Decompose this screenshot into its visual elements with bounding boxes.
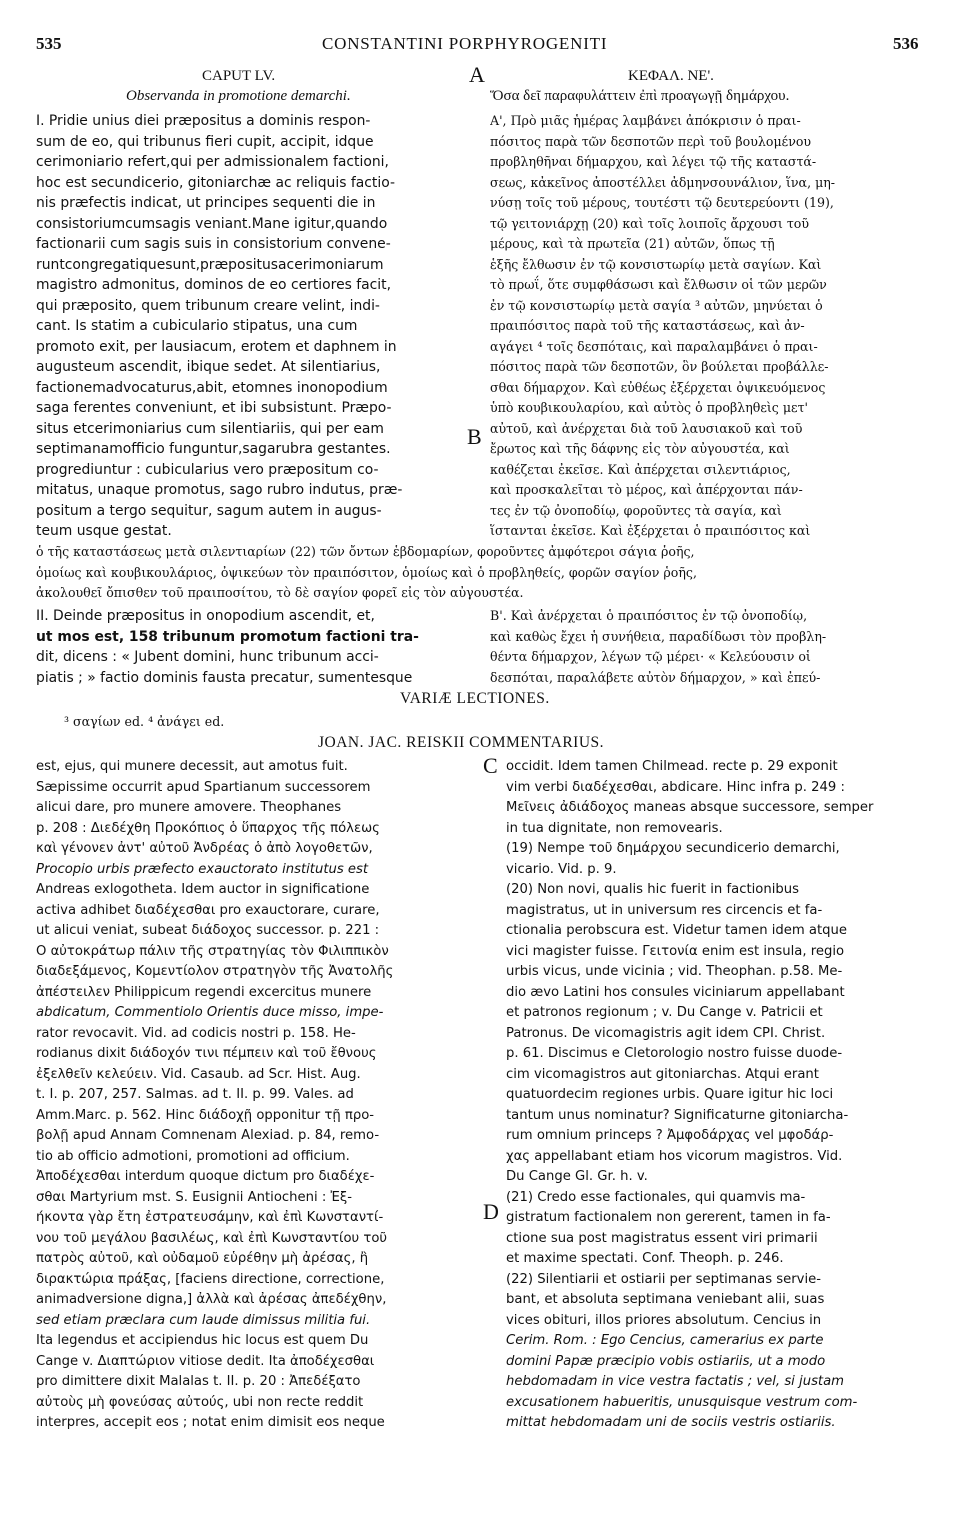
latin-line: cant. Is statim a cubiculario stipatus, una cum — [36, 318, 358, 334]
commentary-line: Cerim. Rom. : Ego Cencius, camerarius ex parte — [506, 1333, 824, 1348]
greek-line: αγάγει ⁴ τοῖς δεσπόταις, καὶ παραλαμβάνει ὁ πραι- — [490, 338, 818, 354]
greek-line: θέντα δήμαρχον, λέγων τῷ μέρει· « Κελεύουσιν οἱ — [490, 649, 811, 664]
variae-lectiones-text: ³ σαγίων ed. ⁴ ἀνάγει ed. — [64, 714, 225, 729]
latin-chapter-heading: CAPUT LV. — [202, 68, 276, 84]
commentary-line: βολῇ apud Annam Comnenam Alexiad. p. 84, remo- — [36, 1128, 380, 1143]
latin-line: ut mos est, 158 tribunum promotum factioni tra- — [36, 628, 419, 645]
commentary-line: rodianus dixit διάδοχόν τινι πέμπειν καὶ τοῦ ἔθνους — [36, 1046, 377, 1061]
commentary-line: abdicatum, Commentiolo Orientis duce misso, impe- — [36, 1005, 384, 1020]
greek-line: μέρους, καὶ τὰ πρωτεῖα (21) αὐτῶν, ὅπως τῇ — [490, 236, 775, 251]
commentary-line: cim vicomagistros aut gitoniarchas. Atqui erant — [506, 1066, 819, 1082]
latin-line: saga ferentes conveniunt, et ibi subsistunt. Præpo- — [36, 400, 392, 416]
commentary-line: p. 61. Discimus e Cletorologio nostro fuisse duode- — [506, 1046, 843, 1061]
commentary-line: mittat hebdomadam uni de sociis vestris ostiariis. — [506, 1415, 836, 1430]
commentary-line: activa adhibet διαδέχεσθαι pro exauctorare, curare, — [36, 902, 380, 918]
marker-a: A — [469, 62, 485, 87]
latin-line: positum a tergo sequitur, sagum autem in augus- — [36, 502, 382, 519]
commentary-line: Andreas exlogotheta. Idem auctor in significatione — [36, 882, 370, 897]
greek-line: πόσιτος παρὰ τῶν δεσποτῶν, ὃν βούλεται προβάλλε- — [490, 359, 829, 374]
commentary-line: magistratus, ut in universum res circencis et fa- — [506, 902, 823, 918]
latin-line: qui præposito, quem tribunum creare velint, indi- — [36, 297, 380, 314]
commentary-line: hebdomadam in vice vestra factatis ; vel, si justam — [506, 1374, 845, 1389]
greek-line: τες ἐν τῷ ὀνοποδίῳ, φοροῦντες τὰ σαγία, καὶ — [490, 502, 782, 518]
latin-line: situs etcerimoniarius cum silentiariis, qui per eam — [36, 420, 384, 437]
commentary-line: (22) Silentiarii et ostiarii per septimanas servie- — [506, 1271, 822, 1287]
commentary-line: interpres, accepit eos ; notat enim dimisit eos neque — [36, 1415, 385, 1430]
commentary-line: pro dimittere dixit Malalas t. II. p. 20 : Ἀπεδέξατο — [36, 1374, 361, 1389]
commentary-heading: JOAN. JAC. REISKII COMMENTARIUS. — [318, 734, 605, 751]
greek-line: τὸ πρωΐ, ὅτε συμφθάσωσι καὶ ἔλθωσιν οἱ τῶν μερῶν — [490, 277, 827, 292]
commentary-line: vim verbi διαδέχεσθαι, abdicare. Hinc infra p. 249 : — [506, 779, 845, 795]
greek-line: καθέζεται ἐκεῖσε. Καὶ ἀπέρχεται σιλεντιάριος, — [490, 461, 791, 477]
greek-line: προβληθῆναι δήμαρχου, καὶ λέγει τῷ τῆς καταστά- — [490, 154, 817, 169]
latin-line: teum usque gestat. — [36, 523, 172, 539]
greek-chapter-subtitle: Ὅσα δεῖ παραφυλάττειν ἐπὶ προαγωγῇ δημάρχου. — [490, 88, 790, 104]
commentary-line: αὐτοὺς μὴ φονεύσας αὐτούς, ubi non recte reddit — [36, 1394, 364, 1410]
latin-line: runtcongregatiquesunt,præpositusacerimoniarum — [36, 256, 384, 273]
greek-line: αὐτοῦ, καὶ ἀνέρχεται διὰ τοῦ λαυσιακοῦ καὶ τοῦ — [490, 420, 803, 436]
commentary-right-column — [506, 757, 934, 1434]
commentary-line: dio ævo Latini hos consules viciniarum appellabant — [506, 984, 845, 1000]
commentary-line: vices obituri, illos priores absolutum. Cencius in — [506, 1312, 822, 1328]
commentary-line: rator revocavit. Vid. ad codicis nostri p. 158. He- — [36, 1025, 356, 1041]
commentary-line: χας appellabant etiam hos vicorum magistros. Vid. — [506, 1148, 843, 1164]
marker-b: B — [467, 424, 482, 449]
marker-c: C — [483, 753, 498, 778]
commentary-line: Sæpissime occurrit apud Spartianum successorem — [36, 779, 371, 795]
greek-line: ἐν τῷ κονσιστωρίῳ μετὰ σαγία ³ αὐτῶν, μηνύεται ὁ — [490, 297, 823, 313]
commentary-line: et maxime spectati. Conf. Theoph. p. 246. — [506, 1251, 784, 1266]
commentary-line: ut alicui veniat, subeat διάδοχος successor. p. 221 : — [36, 923, 380, 938]
commentary-line: (20) Non novi, qualis hic fuerit in factionibus — [506, 882, 799, 897]
latin-line: dit, dicens : « Jubent domini, hunc tribunum acci- — [36, 649, 379, 665]
commentary-line: quatuordecim regiones urbis. Quare igitur hic loci — [506, 1087, 834, 1102]
commentary-line: Μεῖνεις ἀδιάδοχος maneas absque successore, semper — [506, 800, 874, 815]
latin-line: I. Pridie unius diei præpositus a dominis respon- — [36, 113, 371, 129]
greek-full-width-block — [36, 542, 931, 604]
latin-line: factionarii cum sagis suis in consistorium convene- — [36, 236, 391, 252]
greek-full-line: ὁμοίως καὶ κουβικουλάριος, ὀψικεύων τὸν πραιπόσιτον, ὁμοίως καὶ ὁ προβληθείς, φορῶν σαγίον ῥοῆς, — [36, 564, 697, 580]
commentary-line: Procopio urbis præfecto exauctorato institutus est — [36, 861, 369, 877]
latin-line: sum de eo, qui tribunus fieri cupit, accipit, idque — [36, 133, 374, 150]
commentary-line: domini Papæ præcipio vobis ostiariis, ut a modo — [506, 1353, 826, 1369]
commentary-line: p. 208 : Διεδέχθη Προκόπιος ὁ ὕπαρχος τῆς πόλεως — [36, 820, 380, 836]
greek-line: ἑξῆς ἔλθωσιν ἐν τῷ κονσιστωρίῳ μετὰ σαγίων. Καὶ — [490, 256, 822, 272]
greek-line: δεσπόται, παραλάβετε αὐτὸν δήμαρχον, » καὶ ἐπεύ- — [490, 669, 821, 685]
commentary-line: sed etiam præclara cum laude dimissus militia fui. — [36, 1312, 371, 1328]
commentary-line: tantum unus nominatur? Significaturne gitoniarcha- — [506, 1107, 849, 1123]
commentary-line: est, ejus, qui munere decessit, aut amotus fuit. — [36, 759, 348, 774]
greek-full-line: ὁ τῆς καταστάσεως μετὰ σιλεντιαρίων (22) τῶν ὄντων ἑβδομαρίων, φοροῦντες ἀμφότεροι σάγια ῥοῆς, — [36, 544, 695, 559]
commentary-line: (19) Nempe τοῦ δημάρχου secundicerio demarchi, — [506, 841, 840, 856]
latin-line: nis præfectis indicat, ut principes sequenti die in — [36, 195, 376, 211]
latin-line: II. Deinde præpositus in onopodium ascendit, et, — [36, 608, 375, 624]
commentary-line: (21) Credo esse factionales, qui quamvis ma- — [506, 1189, 806, 1205]
commentary-line: vicario. Vid. p. 9. — [506, 861, 617, 877]
commentary-line: Ita legendus et accipiendus hic locus est quem Du — [36, 1333, 369, 1348]
commentary-line: t. I. p. 207, 257. Salmas. ad t. II. p. 99. Vales. ad — [36, 1087, 354, 1102]
latin-line: promoto exit, per lausiacum, erotem et daphnem in — [36, 338, 397, 355]
commentary-line: in tua dignitate, non removearis. — [506, 820, 723, 836]
marker-d: D — [483, 1199, 499, 1224]
commentary-line: καὶ γένονεν ἀντ' αὐτοῦ Ἀνδρέας ὁ ἀπὸ λογοθετῶν, — [36, 841, 373, 856]
greek-line: σεως, κἀκεῖνος ἀποστέλλει ἀδμηνσουνάλιον, ἵνα, μη- — [490, 174, 836, 190]
commentary-line: Cange v. Διαπτώριον vitiose dedit. Ita ἀποδέχεσθαι — [36, 1353, 375, 1369]
greek-section-two — [490, 606, 930, 688]
commentary-line: ctionalia perobscura est. Videtur tamen idem atque — [506, 923, 848, 938]
greek-line: νύσῃ τοῖς τοῦ μέρους, τουτέστι τῷ δευτερεύοντι (19), — [490, 195, 834, 210]
greek-line: πόσιτος παρὰ τῶν δεσποτῶν περὶ τοῦ βουλομένου — [490, 133, 812, 149]
latin-line: cerimoniario refert,qui per admissionalem factioni, — [36, 154, 389, 170]
commentary-line: Patronus. De vicomagistris agit idem CPI. Christ. — [506, 1025, 826, 1041]
latin-line: mitatus, unaque promotus, sago rubro indutus, præ- — [36, 482, 403, 498]
latin-line: augusteum ascendit, ibique sedet. At silentiarius, — [36, 359, 381, 375]
page-number-right: 536 — [893, 34, 919, 53]
latin-line: magistro admonitus, dominos de eo certiores facit, — [36, 277, 392, 293]
latin-line: factionemadvocaturus,abit, etomnes inonopodium — [36, 379, 388, 396]
commentary-line: ctione sua post magistratus essent viri primarii — [506, 1230, 818, 1246]
latin-line: piatis ; » factio dominis fausta precatur, sumentesque — [36, 669, 413, 686]
commentary-line: διρακτώρια πράξας, [faciens directione, correctione, — [36, 1271, 385, 1287]
commentary-line: alicui dare, pro munere amovere. Theophanes — [36, 800, 342, 815]
greek-text-column — [490, 111, 930, 542]
greek-line: σθαι δήμαρχον. Καὶ εὐθέως ἐξέρχεται ὀψικευόμενος — [490, 379, 826, 395]
greek-line: ἔρωτος καὶ τῆς δάφνης εἰς τὸν αὐγουστέα, καὶ — [490, 441, 790, 456]
commentary-line: excusationem habueritis, unusquisque vestrum com- — [506, 1394, 858, 1410]
greek-line: Β'. Καὶ ἀνέρχεται ὁ πραιπόσιτος ἐν τῷ ὀνοποδίῳ, — [490, 608, 808, 623]
page-number-left: 535 — [36, 34, 62, 53]
latin-text-column — [36, 111, 464, 542]
latin-line: progrediuntur : cubicularius vero præpositum co- — [36, 461, 379, 478]
commentary-line: Amm.Marc. p. 562. Hinc διάδοχῇ opponitur τῇ προ- — [36, 1107, 375, 1123]
variae-lectiones-heading: VARIÆ LECTIONES. — [400, 690, 550, 707]
commentary-line: vici magister fuisse. Γειτονία enim est insula, regio — [506, 943, 845, 959]
latin-line: septimanamofficio funguntur,sagarubra gestantes. — [36, 441, 391, 457]
greek-line: ἵστανται ἐκεῖσε. Καὶ ἐξέρχεται ὁ πραιπόσιτος καὶ — [490, 523, 811, 538]
greek-line: Α', Πρὸ μιᾶς ἡμέρας λαμβάνει ἀπόκρισιν ὁ πραι- — [490, 113, 801, 128]
greek-line: καὶ καθὼς ἔχει ἡ συνήθεια, παραδίδωσι τὸν προβλη- — [490, 628, 827, 644]
commentary-line: πατρὸς αὐτοῦ, καὶ οὐδαμοῦ εὑρέθην μὴ ἀρέσας, ἢ — [36, 1251, 369, 1266]
running-title: CONSTANTINI PORPHYROGENITI — [322, 34, 608, 53]
commentary-line: urbis vicus, unde vicinia ; vid. Theophan. p.58. Me- — [506, 964, 843, 979]
commentary-line: ἐξελθεῖν κελεύειν. Vid. Casaub. ad Scr. Hist. Aug. — [36, 1066, 361, 1082]
greek-line: καὶ προσκαλεῖται τὸ μέρος, καὶ ἀπέρχονται πάν- — [490, 482, 803, 497]
latin-line: hoc est secundicerio, gitoniarchæ ac reliquis factio- — [36, 174, 395, 191]
latin-section-two — [36, 606, 476, 688]
commentary-line: σθαι Martyrium mst. S. Eusignii Antiocheni : Ἐξ- — [36, 1189, 352, 1205]
commentary-line: Du Cange Gl. Gr. h. v. — [506, 1169, 648, 1184]
commentary-left-column — [36, 757, 484, 1434]
greek-chapter-heading: ΚΕΦΑΛ. ΝΕ'. — [628, 68, 714, 84]
commentary-line: διαδεξάμενος, Κομεντίολον στρατηγὸν τῆς Ἀνατολῆς — [36, 964, 394, 979]
greek-full-line: ἀκολουθεῖ ὄπισθεν τοῦ πραιποσίτου, τὸ δὲ σαγίον φορεῖ εἰς τὸν αὐγουστέα. — [36, 585, 524, 600]
commentary-line: animadversione digna,] ἀλλὰ καὶ ἀρέσας ἀπεδέχθην, — [36, 1292, 387, 1307]
commentary-line: tio ab officio admotioni, promotioni ad officium. — [36, 1148, 350, 1164]
commentary-line: ἀπέστειλεν Philippicum regendi excercitus munere — [36, 984, 372, 1000]
commentary-line: νου τοῦ μεγάλου βασιλέως, καὶ ἐπὶ Κωνσταντίου τοῦ — [36, 1230, 388, 1246]
commentary-line: bant, et absoluta septimana veniebant alii, suas — [506, 1292, 825, 1307]
commentary-line: gistratum factionalem non gererent, tamen in fa- — [506, 1210, 831, 1225]
commentary-line: et patronos regionum ; v. Du Cange v. Patricii et — [506, 1005, 823, 1020]
commentary-line: occidit. Idem tamen Chilmead. recte p. 29 exponit — [506, 759, 838, 774]
commentary-line: Ἀποδέχεσθαι interdum quoque dictum pro διαδέχε- — [36, 1169, 375, 1184]
greek-line: ὑπὸ κουβικουλαρίου, καὶ αὐτὸς ὁ προβληθεὶς μετ' — [490, 400, 809, 415]
commentary-line: ήκοντα γὰρ ἔτη ἐστρατευσάμην, καὶ ἐπὶ Κωνσταντί- — [36, 1210, 384, 1225]
greek-line: πραιπόσιτος παρὰ τοῦ τῆς καταστάσεως, καὶ ἀν- — [490, 318, 805, 333]
commentary-line: rum omnium princeps ? Ἀμφοδάρχας vel μφοδάρ- — [506, 1128, 834, 1143]
greek-line: τῷ γειτονιάρχῃ (20) καὶ τοῖς λοιποῖς ἄρχουσι τοῦ — [490, 215, 810, 231]
latin-line: consistoriumcumsagis veniant.Mane igitur,quando — [36, 215, 388, 232]
latin-chapter-subtitle: Observanda in promotione demarchi. — [126, 88, 351, 104]
commentary-line: Ο αὐτοκράτωρ πάλιν τῆς στρατηγίας τὸν Φιλιππικὸν — [36, 943, 389, 959]
